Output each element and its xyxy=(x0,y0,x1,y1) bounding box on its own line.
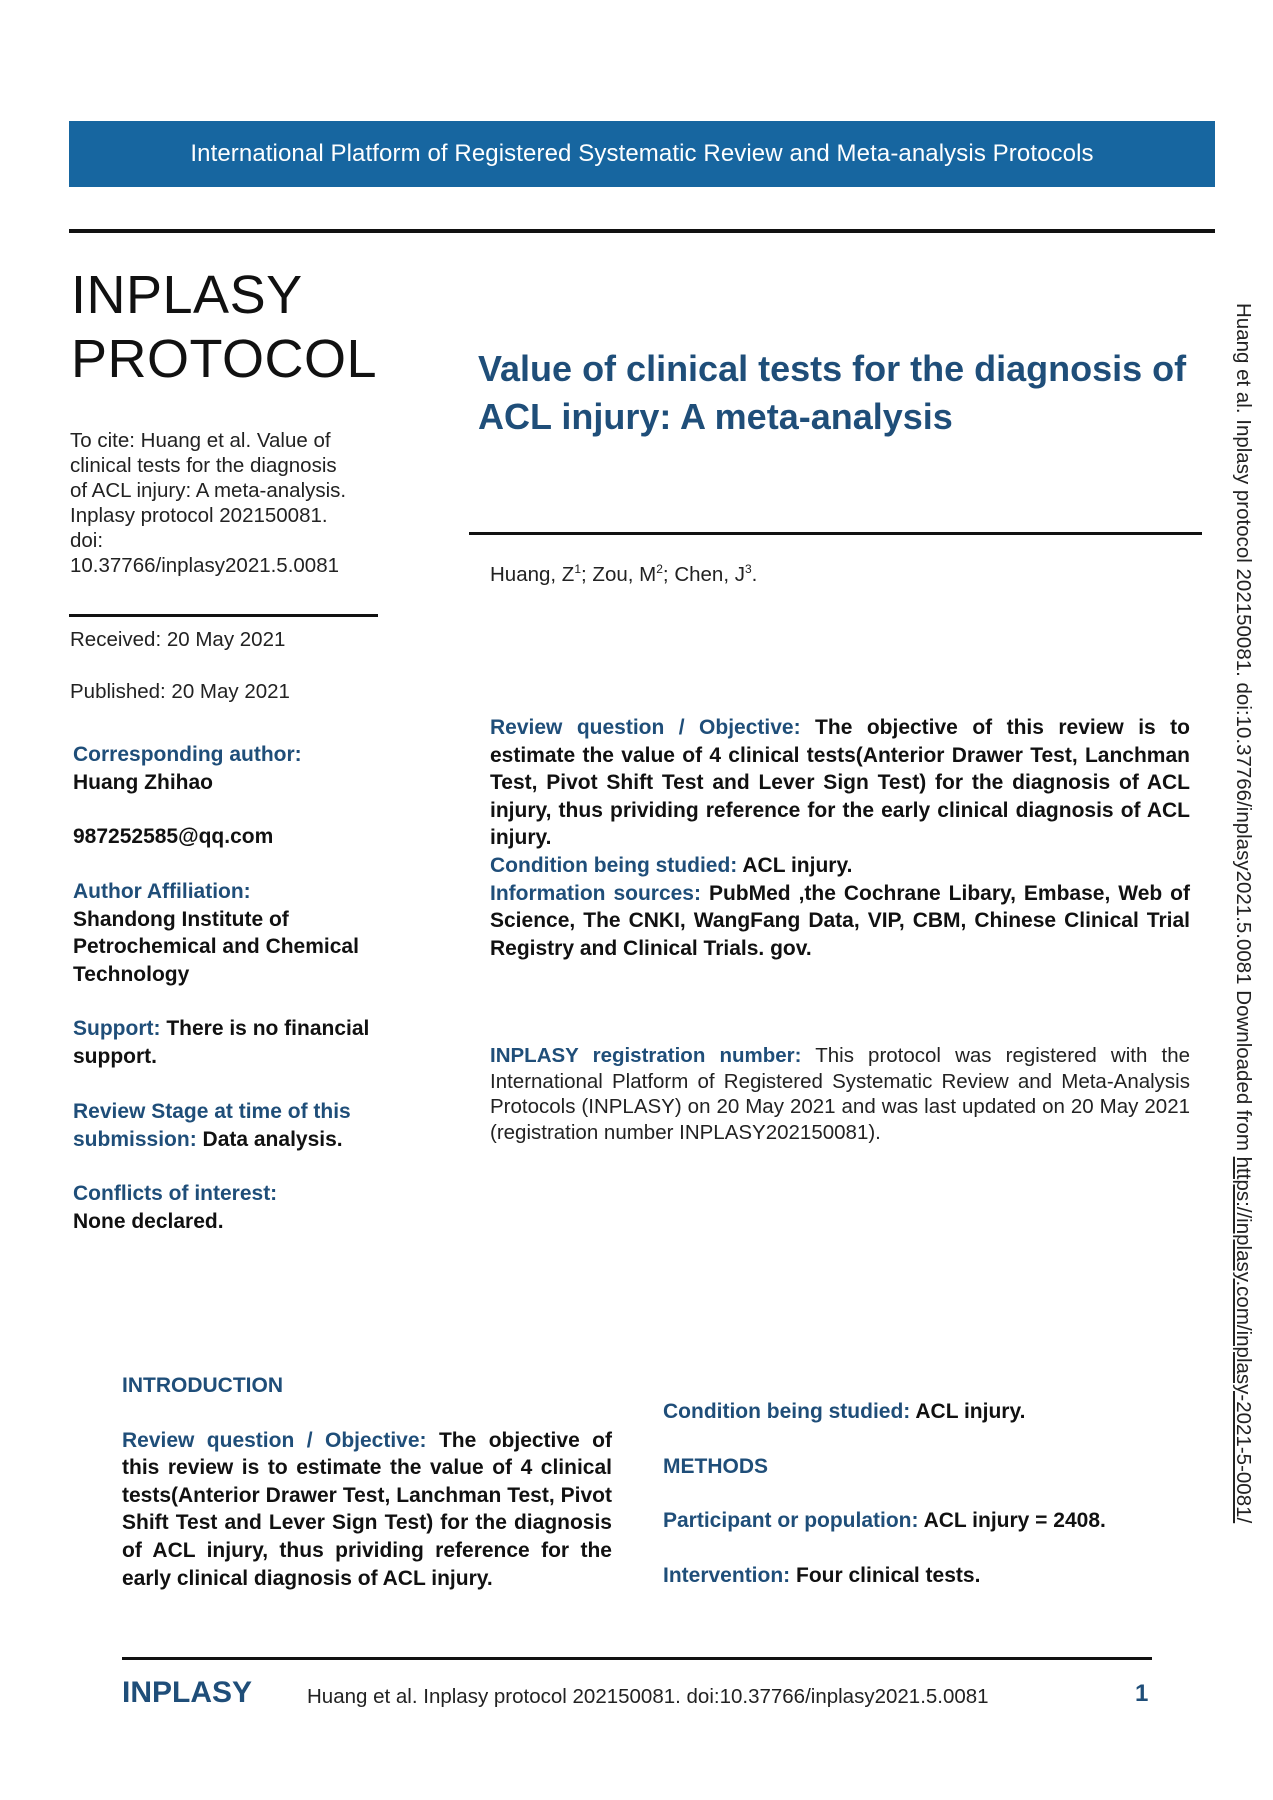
author-3: Chen, J xyxy=(674,562,745,586)
objective-text: The objective of this review is to estimate the value of 4 clinical tests(Anterior Drawer Test, Lanchman Test, Pivot Shift Test and Lever Sign Test) for the diagnosis of ACL injury, thus prividing reference for the early clinical diagnosis of ACL injury. xyxy=(490,716,1190,850)
corresponding-author-label: Corresponding author: xyxy=(73,743,302,766)
email-value[interactable]: 987252585@qq.com xyxy=(73,825,274,848)
cite-line: clinical tests for the diagnosis xyxy=(70,454,337,477)
cite-line: To cite: Huang et al. Value of xyxy=(70,429,331,452)
received-date: Received: 20 May 2021 xyxy=(70,628,286,651)
condition-label: Condition being studied: xyxy=(490,853,738,877)
participant-label: Participant or population: xyxy=(663,1509,919,1533)
author-sep: ; xyxy=(662,562,675,586)
author-2: Zou, M xyxy=(592,562,657,586)
introduction-heading: INTRODUCTION xyxy=(122,1374,283,1397)
intro-objective-label: Review question / Objective: xyxy=(122,1428,427,1452)
brand-line-1: INPLASY xyxy=(71,265,303,325)
top-rule xyxy=(69,229,1215,233)
conflicts-label: Conflicts of interest: xyxy=(73,1182,278,1205)
page-number: 1 xyxy=(1135,1680,1149,1707)
author-2-affil: 2 xyxy=(656,562,663,576)
intervention-label: Intervention: xyxy=(663,1563,791,1587)
conflicts-of-interest xyxy=(73,1180,418,1235)
author-end: . xyxy=(751,562,758,586)
condition-text: ACL injury. xyxy=(742,853,853,877)
citation-block xyxy=(70,428,400,578)
summary-block xyxy=(490,714,1190,962)
corresponding-author-name: Huang Zhihao xyxy=(73,770,213,794)
brand-line-2: PROTOCOL xyxy=(71,329,378,389)
registration-text: This protocol was registered with the International Platform of Registered Systematic Review and Meta-Analysis Protocols (INPLASY) on 20 May 2021 and was last updated on 20 May 2021 (registration number INPLASY202150081). xyxy=(490,1044,1190,1144)
platform-banner xyxy=(69,121,1215,187)
col-condition-label: Condition being studied: xyxy=(663,1400,911,1423)
author-affiliation xyxy=(73,878,418,988)
cite-rule xyxy=(69,614,378,617)
sources-label: Information sources: xyxy=(490,881,701,905)
support-label: Support: xyxy=(73,1017,161,1040)
stage-label: Review Stage at time of this submission: xyxy=(73,1100,351,1151)
registration-block xyxy=(490,1043,1190,1145)
affiliation-value: Shandong Institute of Petrochemical and Chemical Technology xyxy=(73,907,359,986)
stage-value: Data analysis. xyxy=(202,1127,343,1151)
methods-section xyxy=(663,1398,1153,1589)
objective-label: Review question / Objective: xyxy=(490,716,801,739)
intro-objective-text: The objective of this review is to estimate the value of 4 clinical tests(Anterior Drawer Test, Lanchman Test, Pivot Shift Test and Lever Sign Test) for the diagnosis of ACL injury, thus prividing reference for the early clinical diagnosis of ACL injury. xyxy=(122,1428,612,1590)
review-stage xyxy=(73,1098,418,1153)
banner-text: International Platform of Registered Systematic Review and Meta-analysis Protocols xyxy=(190,140,1094,167)
protocol-title: Value of clinical tests for the diagnosis of ACL injury: A meta-analysis xyxy=(478,348,1187,437)
col-condition-text: ACL injury. xyxy=(915,1400,1026,1423)
inplasy-protocol-heading xyxy=(71,263,377,391)
conflicts-value: None declared. xyxy=(73,1209,224,1233)
methods-heading: METHODS xyxy=(663,1454,768,1478)
footer-rule xyxy=(122,1657,1152,1660)
author-1: Huang, Z xyxy=(490,562,575,586)
cite-line: doi: xyxy=(70,529,104,552)
sidebar-text: Huang et al. Inplasy protocol 202150081. doi:10.37766/inplasy2021.5.0081 Downloaded from xyxy=(1232,303,1255,1157)
cite-line: of ACL injury: A meta-analysis. xyxy=(70,479,347,502)
sidebar-link[interactable]: https://inplasy.com/inplasy-2021-5-0081/ xyxy=(1232,1156,1255,1524)
published-date: Published: 20 May 2021 xyxy=(70,680,290,703)
author-1-affil: 1 xyxy=(574,562,582,576)
author-list xyxy=(490,562,757,587)
sources-text: PubMed ,the Cochrane Libary, Embase, Web of Science, The CNKI, WangFang Data, VIP, CBM, Chinese Clinical Trial Registry and Clinical Trials. gov. xyxy=(490,881,1190,960)
author-email xyxy=(73,823,418,851)
registration-label: INPLASY registration number: xyxy=(490,1044,802,1067)
support-value: There is no financial support. xyxy=(73,1017,370,1068)
intervention-text: Four clinical tests. xyxy=(796,1563,981,1587)
affiliation-label: Author Affiliation: xyxy=(73,880,251,903)
participant-text: ACL injury = 2408. xyxy=(923,1509,1106,1533)
author-3-affil: 3 xyxy=(744,562,752,576)
footer-citation: Huang et al. Inplasy protocol 202150081. doi:10.37766/inplasy2021.5.0081 xyxy=(307,1685,989,1708)
footer-brand: INPLASY xyxy=(122,1676,253,1709)
cite-line: Inplasy protocol 202150081. xyxy=(70,504,328,527)
introduction-section xyxy=(122,1372,612,1592)
download-sidebar xyxy=(1228,303,1258,1603)
author-sep: ; xyxy=(581,562,593,586)
corresponding-author xyxy=(73,741,418,796)
title-rule xyxy=(469,532,1202,535)
support xyxy=(73,1015,418,1070)
cite-doi[interactable]: 10.37766/inplasy2021.5.0081 xyxy=(70,554,340,577)
